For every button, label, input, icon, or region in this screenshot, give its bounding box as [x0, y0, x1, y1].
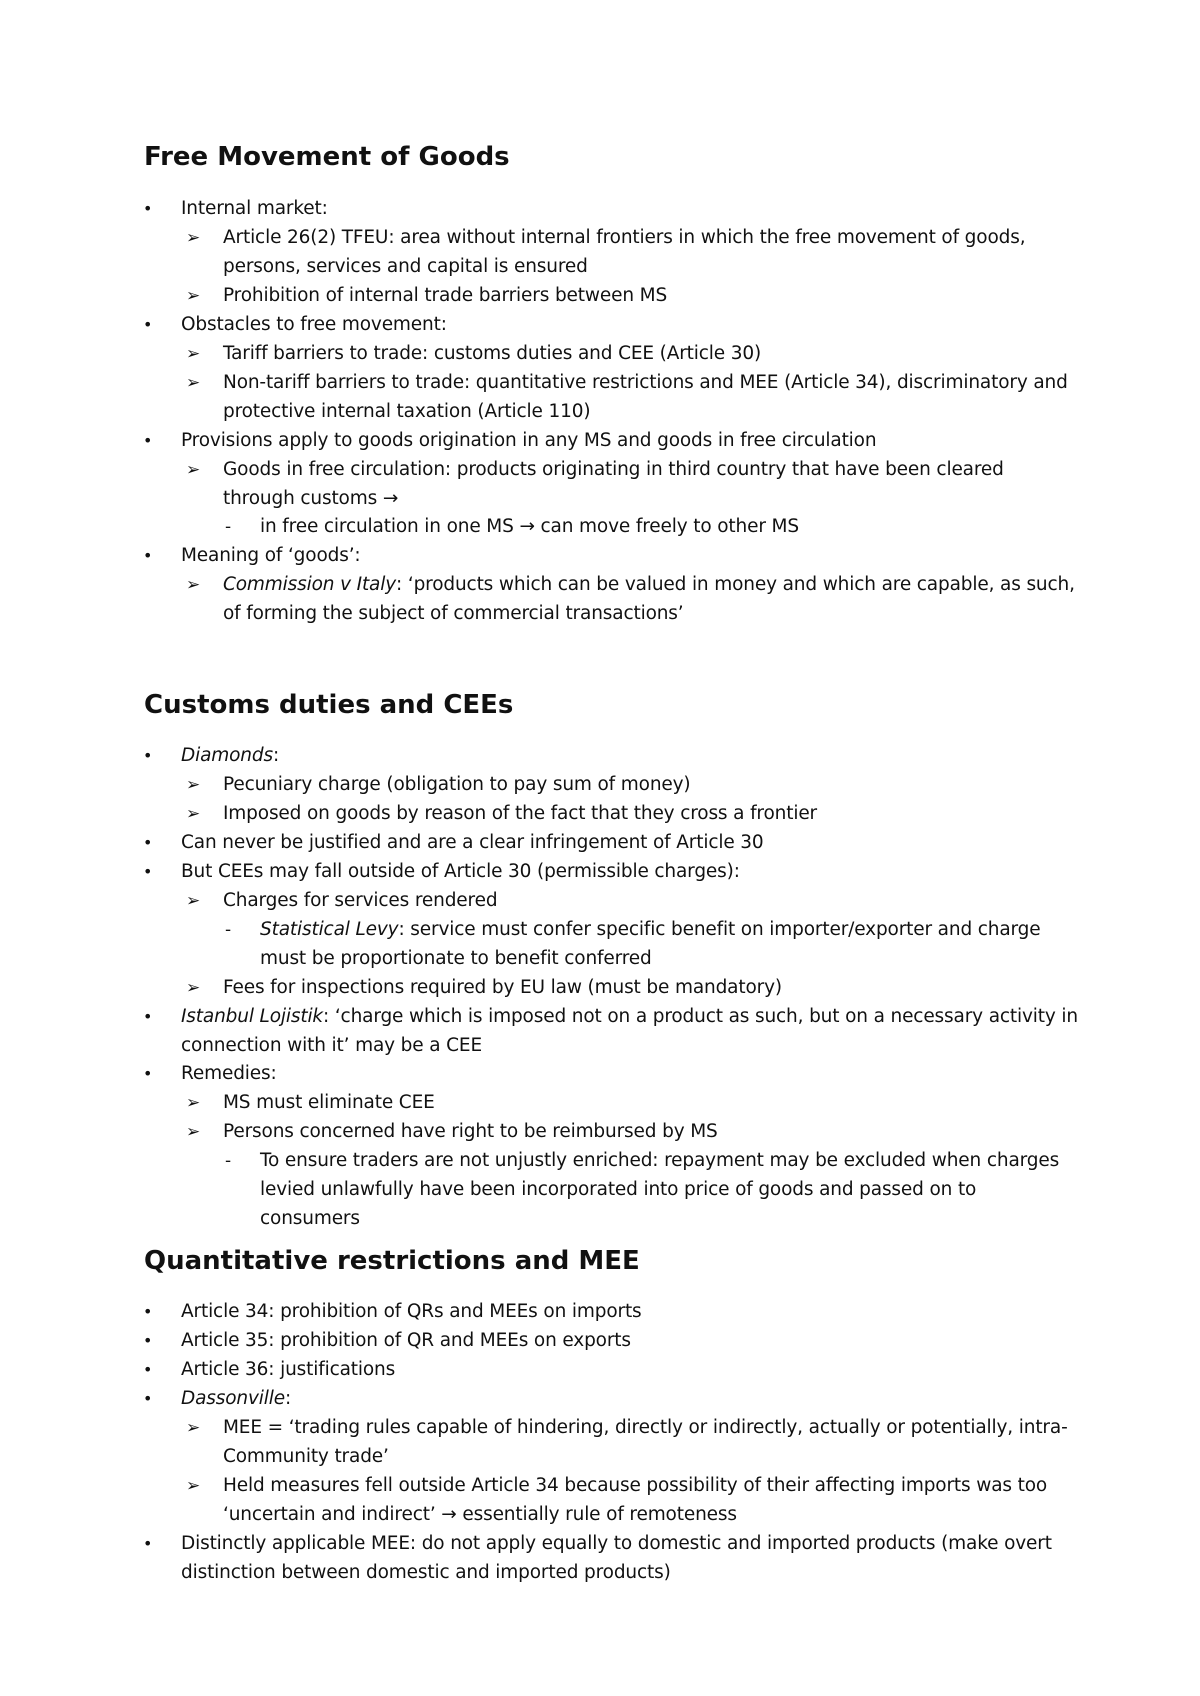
list-text: of forming the subject of commercial transactions’ — [223, 603, 684, 624]
list-text: MS must eliminate CEE — [223, 1092, 435, 1113]
list-text: : — [285, 1388, 292, 1409]
bullet-icon: • — [143, 1534, 153, 1553]
list-text: Tariff barriers to trade: customs duties and CEE (Article 30) — [223, 343, 762, 364]
list-text: Internal market: — [181, 198, 328, 219]
dash-bullet-icon: - — [225, 1151, 231, 1171]
list-item-line — [186, 1089, 435, 1117]
list-item-line — [143, 195, 328, 223]
list-item-line — [223, 1443, 389, 1471]
bullet-icon: • — [143, 1360, 153, 1379]
bullet-icon: • — [143, 746, 153, 765]
bullet-icon: • — [143, 862, 153, 881]
case-name: Diamonds — [181, 745, 273, 766]
list-text: Community trade’ — [223, 1446, 389, 1467]
list-item-line — [223, 398, 590, 426]
list-item-line — [186, 282, 668, 310]
list-item-line — [143, 1327, 631, 1355]
list-text: : — [272, 745, 280, 766]
list-text: : service must confer specific benefit on importer/exporter and charge — [398, 919, 1041, 940]
list-item-line — [143, 1003, 1078, 1031]
list-item-line — [143, 542, 361, 570]
list-text: persons, services and capital is ensured — [223, 256, 588, 277]
case-name: Dassonville — [181, 1388, 286, 1409]
list-item-line — [186, 771, 691, 799]
list-text: Fees for inspections required by EU law (must be mandatory) — [223, 977, 782, 998]
arrow-bullet-icon: ➢ — [186, 775, 201, 795]
arrow-bullet-icon: ➢ — [186, 344, 201, 364]
list-text: MEE = ‘trading rules capable of hindering, directly or indirectly, actually or potentially, intra- — [223, 1417, 1068, 1438]
list-item-line — [186, 1118, 718, 1146]
list-text: : ‘charge which is imposed not on a product as such, but on a necessary activity in — [323, 1006, 1078, 1027]
list-item-line — [143, 858, 740, 886]
list-text: Article 35: prohibition of QR and MEEs on exports — [181, 1330, 631, 1351]
list-text: Goods in free circulation: products originating in third country that have been cleared — [223, 459, 1004, 480]
bullet-icon: • — [143, 315, 153, 334]
list-text: ‘uncertain and indirect’ → essentially rule of remoteness — [223, 1504, 737, 1525]
arrow-bullet-icon: ➢ — [186, 1476, 201, 1496]
list-item-line — [260, 1205, 360, 1233]
list-item-line — [186, 224, 1026, 252]
bullet-icon: • — [143, 1064, 153, 1083]
list-text: Article 36: justifications — [181, 1359, 396, 1380]
list-item-line — [143, 1298, 642, 1326]
list-text: Pecuniary charge (obligation to pay sum of money) — [223, 774, 691, 795]
arrow-bullet-icon: ➢ — [186, 286, 201, 306]
list-item-line — [143, 427, 877, 455]
list-item-line — [186, 369, 1068, 397]
list-item-line — [186, 887, 498, 915]
list-item-line — [143, 829, 764, 857]
list-item-line — [186, 1414, 1068, 1442]
list-item-line — [260, 1176, 976, 1204]
list-item-line — [143, 1060, 277, 1088]
list-item-line — [186, 1472, 1048, 1500]
list-text: Article 26(2) TFEU: area without internal frontiers in which the free movement of goods, — [223, 227, 1026, 248]
list-text: : ‘products which can be valued in money and which are capable, as such, — [396, 574, 1075, 595]
arrow-bullet-icon: ➢ — [186, 575, 201, 595]
list-text: Meaning of ‘goods’: — [181, 545, 361, 566]
list-item-line — [225, 1147, 1060, 1175]
list-item-line — [143, 311, 447, 339]
case-name: Statistical Levy — [260, 919, 399, 940]
list-text: protective internal taxation (Article 110) — [223, 401, 591, 422]
list-item-line — [260, 945, 652, 973]
bullet-icon: • — [143, 1302, 153, 1321]
list-text: Charges for services rendered — [223, 890, 498, 911]
list-text: Article 34: prohibition of QRs and MEEs on imports — [181, 1301, 642, 1322]
case-name: Commission v Italy — [223, 574, 397, 595]
list-item-line — [186, 974, 782, 1002]
arrow-bullet-icon: ➢ — [186, 1093, 201, 1113]
list-item-line — [223, 485, 398, 513]
list-text: Non-tariff barriers to trade: quantitative restrictions and MEE (Article 34), discriminatory and — [223, 372, 1068, 393]
list-item-line — [143, 1356, 396, 1384]
list-text: connection with it’ may be a CEE — [181, 1035, 483, 1056]
dash-bullet-icon: - — [225, 517, 231, 537]
list-text: levied unlawfully have been incorporated into price of goods and passed on to — [260, 1179, 977, 1200]
arrow-bullet-icon: ➢ — [186, 228, 201, 248]
list-item-line — [186, 340, 762, 368]
arrow-bullet-icon: ➢ — [186, 1122, 201, 1142]
list-text: in free circulation in one MS → can move freely to other MS — [260, 516, 799, 537]
list-item-line — [223, 1501, 737, 1529]
list-text: But CEEs may fall outside of Article 30 (permissible charges): — [181, 861, 740, 882]
list-text: distinction between domestic and imported products) — [181, 1562, 671, 1583]
list-item-line — [223, 253, 588, 281]
bullet-icon: • — [143, 1007, 153, 1026]
list-item-line — [186, 800, 818, 828]
list-text: through customs → — [223, 488, 399, 509]
arrow-bullet-icon: ➢ — [186, 804, 201, 824]
bullet-icon: • — [143, 431, 153, 450]
list-item-line — [143, 1530, 1052, 1558]
list-item-line — [223, 600, 684, 628]
list-text: must be proportionate to benefit conferred — [260, 948, 652, 969]
bullet-icon: • — [143, 199, 153, 218]
arrow-bullet-icon: ➢ — [186, 1418, 201, 1438]
arrow-bullet-icon: ➢ — [186, 978, 201, 998]
section-heading: Free Movement of Goods — [144, 142, 510, 172]
dash-bullet-icon: - — [225, 920, 231, 940]
case-name: Istanbul Lojistik — [181, 1006, 323, 1027]
list-text: Distinctly applicable MEE: do not apply equally to domestic and imported products (make overt — [181, 1533, 1052, 1554]
list-item-line — [186, 456, 1004, 484]
list-item-line — [181, 1032, 482, 1060]
list-text: consumers — [260, 1208, 360, 1229]
bullet-icon: • — [143, 833, 153, 852]
bullet-icon: • — [143, 1389, 153, 1408]
bullet-icon: • — [143, 1331, 153, 1350]
list-text: Remedies: — [181, 1063, 277, 1084]
list-item-line — [225, 916, 1041, 944]
list-item-line — [143, 742, 280, 770]
list-item-line — [143, 1385, 292, 1413]
arrow-bullet-icon: ➢ — [186, 373, 201, 393]
list-item-line — [181, 1559, 671, 1587]
list-text: Persons concerned have right to be reimbursed by MS — [223, 1121, 718, 1142]
list-text: Imposed on goods by reason of the fact that they cross a frontier — [223, 803, 818, 824]
bullet-icon: • — [143, 546, 153, 565]
section-heading: Customs duties and CEEs — [144, 690, 514, 720]
arrow-bullet-icon: ➢ — [186, 460, 201, 480]
list-text: Held measures fell outside Article 34 because possibility of their affecting imports was too — [223, 1475, 1048, 1496]
list-item-line — [225, 513, 799, 541]
list-text: Obstacles to free movement: — [181, 314, 447, 335]
list-text: To ensure traders are not unjustly enriched: repayment may be excluded when charges — [260, 1150, 1060, 1171]
arrow-bullet-icon: ➢ — [186, 891, 201, 911]
list-text: Can never be justified and are a clear infringement of Article 30 — [181, 832, 764, 853]
section-heading: Quantitative restrictions and MEE — [144, 1246, 640, 1276]
list-text: Provisions apply to goods origination in any MS and goods in free circulation — [181, 430, 877, 451]
list-text: Prohibition of internal trade barriers between MS — [223, 285, 668, 306]
list-item-line — [186, 571, 1075, 599]
